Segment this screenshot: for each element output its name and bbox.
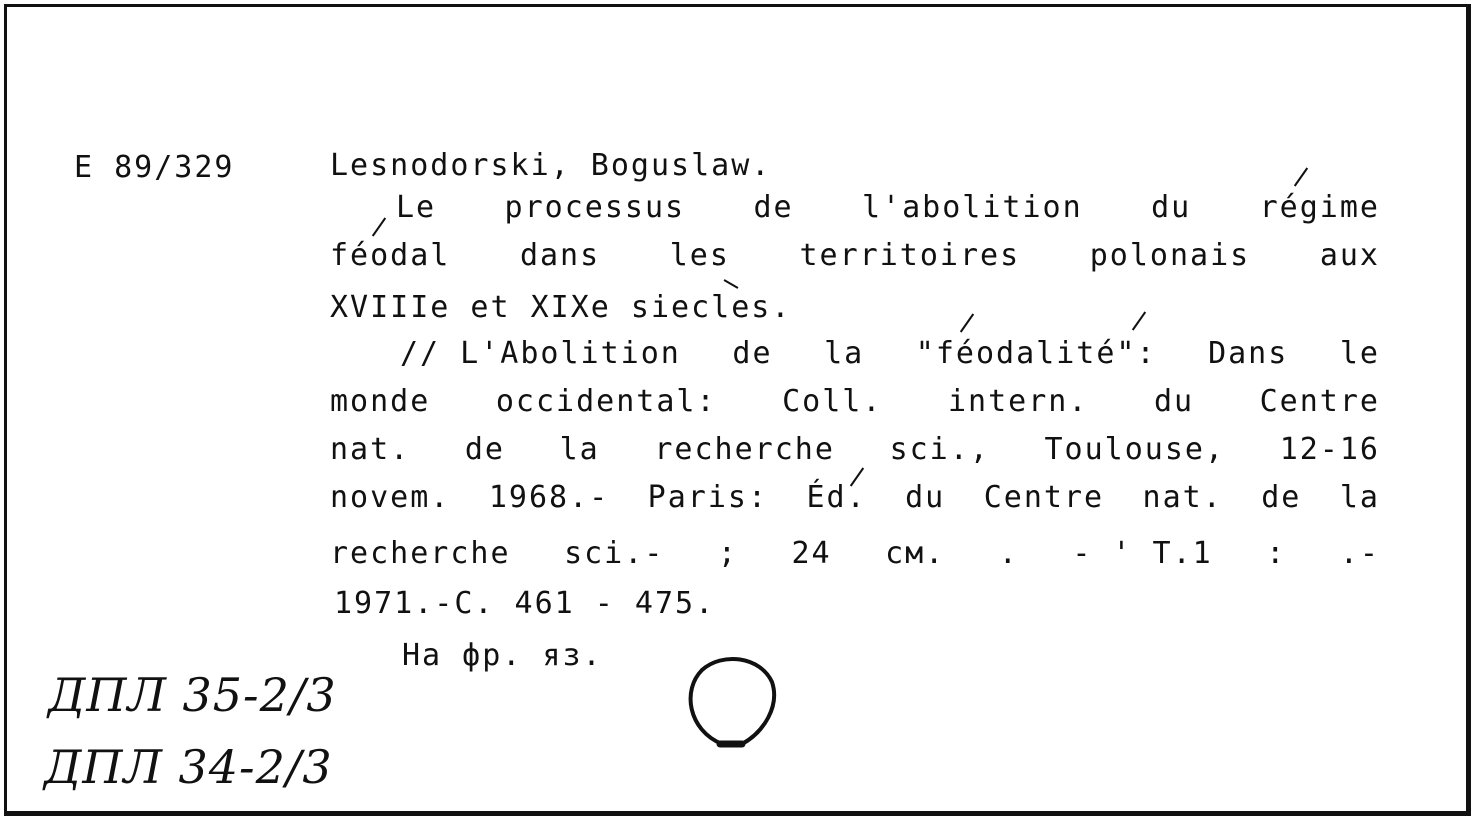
word: le [1339,336,1380,371]
word: ; [717,536,738,571]
word: "féodalité": [915,336,1157,371]
word: la [559,432,600,467]
word: Éd. [806,480,867,515]
word: dans [519,238,601,273]
word: du [1153,384,1195,419]
word: nat. [1142,480,1223,515]
language-note: На фр. яз. [402,638,603,673]
word: aux [1319,238,1380,273]
word: Paris: [647,480,769,515]
word: les [669,238,730,273]
word: de [732,336,773,371]
word: // L'Abolition [400,336,681,371]
source-line-2 [330,384,1380,419]
word: sci., [889,432,990,467]
word: sci.- [564,536,665,571]
word: recherche [330,536,511,571]
handwritten-shelfmark-1: ДПЛ 35-2/3 [48,668,337,722]
call-number: E 89/329 [74,150,235,185]
word: Centre [983,480,1105,515]
word: de [1261,480,1302,515]
title-line-2 [330,238,1380,273]
title-line-3: XVIIIe et XIXe siecles. [330,290,792,325]
word: du [1151,190,1192,225]
word: l'abolition [861,190,1083,225]
word: de [753,190,794,225]
source-line-5 [330,536,1380,571]
word: Dans [1208,336,1289,371]
word: la [1339,480,1380,515]
word: Toulouse, [1044,432,1226,467]
word: de [464,432,505,467]
word: territoires [799,238,1021,273]
word: novem. [330,480,451,515]
word: .- [1339,536,1380,571]
word: 12-16 [1279,432,1380,467]
word: la [824,336,865,371]
word: monde [330,384,431,419]
word: recherche [654,432,835,467]
word: intern. [947,384,1089,419]
word: Le [396,190,437,225]
word: régime [1259,190,1380,225]
word: : [1266,536,1287,571]
author: Lesnodorski, Boguslaw. [330,148,772,183]
word: . [998,536,1019,571]
word: - ' Т.1 [1072,536,1213,571]
word: du [905,480,946,515]
word: polonais [1089,238,1251,273]
drawn-circle-mark [676,650,786,754]
title-line-1 [396,190,1380,225]
word: processus [504,190,686,225]
word: 1968.- [488,480,610,515]
source-line-6: 1971.-С. 461 - 475. [334,586,716,621]
word: Centre [1259,384,1380,419]
word: féodal [330,238,451,273]
word: Coll. [782,384,883,419]
source-line-4 [330,480,1380,515]
word: nat. [330,432,411,467]
source-line-1 [400,336,1380,371]
source-line-3 [330,432,1380,467]
word: 24 [791,536,832,571]
word: см. [885,536,946,571]
handwritten-shelfmark-2: ДПЛ 34-2/3 [44,740,333,794]
word: occidental: [495,384,717,419]
